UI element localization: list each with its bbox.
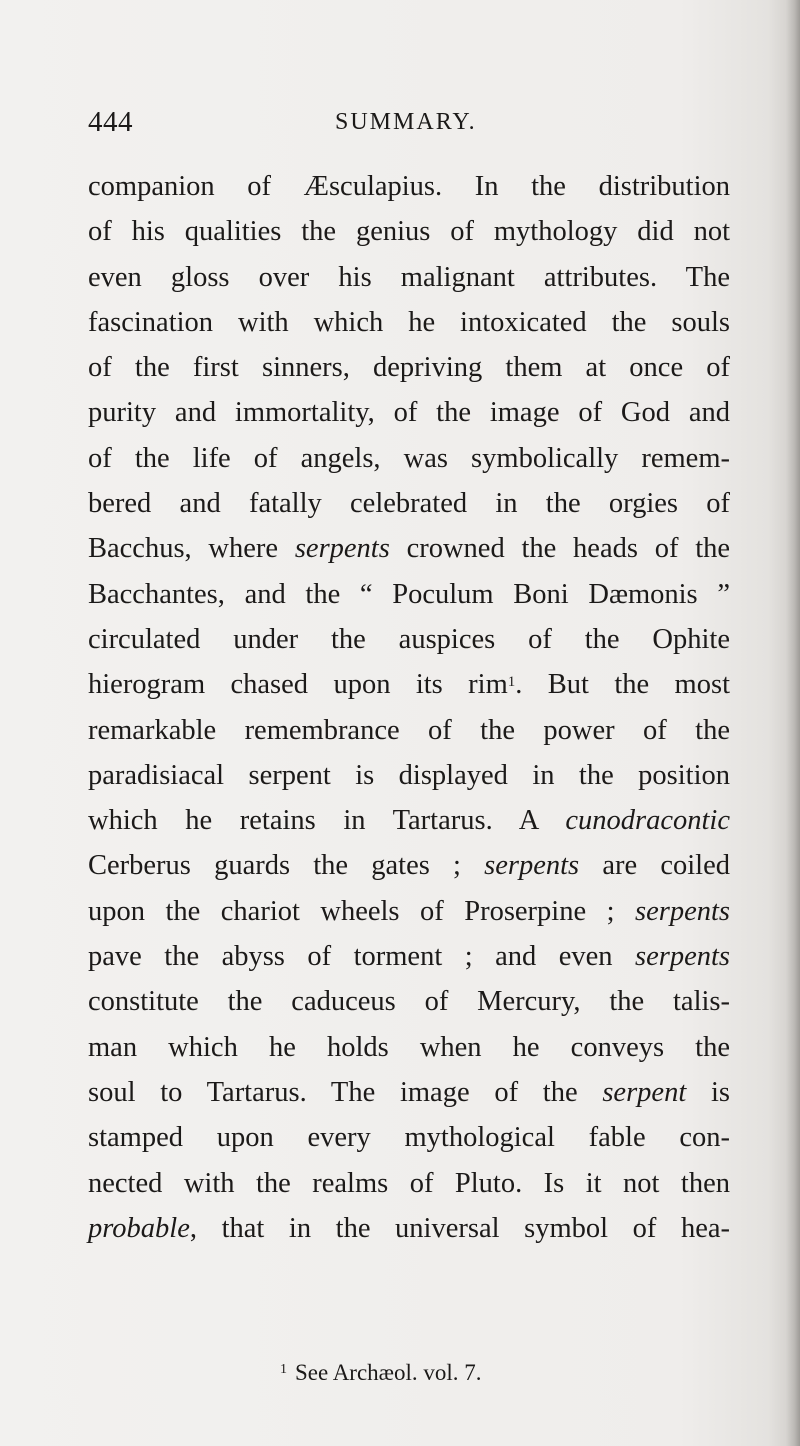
text-line: circulated under the auspices of the Ophite	[88, 623, 730, 655]
body-text	[88, 164, 730, 1251]
footnote-marker: 1	[280, 1362, 287, 1377]
italic-word: probable	[88, 1212, 190, 1244]
page-edge-shadow	[786, 0, 800, 1446]
text-line	[88, 1206, 730, 1251]
text-line	[88, 662, 730, 707]
footnote	[280, 1360, 482, 1386]
text-line: even gloss over his malignant attributes. The	[88, 261, 730, 293]
text-line: constitute the caduceus of Mercury, the talis-	[88, 986, 730, 1018]
text-line	[88, 798, 730, 843]
italic-word: cunodracontic	[565, 805, 730, 837]
text-line: of his qualities the genius of mythology did not	[88, 216, 730, 248]
text-line: Bacchantes, and the “ Poculum Boni Dæmonis ”	[88, 578, 730, 610]
text-run: , that in the universal symbol of hea-	[189, 1212, 730, 1244]
text-run: are coiled	[579, 850, 730, 882]
text-run: . But the most	[515, 669, 730, 701]
text-line: remarkable remembrance of the power of the	[88, 714, 730, 746]
footnote-text: See Archæol. vol. 7.	[295, 1360, 482, 1385]
footnote-reference: 1	[507, 674, 516, 691]
italic-word: serpents	[635, 941, 730, 973]
text-run: hierogram chased upon its rim	[88, 669, 508, 701]
text-line	[88, 934, 730, 979]
text-line: paradisiacal serpent is displayed in the position	[88, 759, 730, 791]
text-run: Cerberus guards the gates ;	[88, 850, 485, 882]
italic-word: serpents	[294, 533, 390, 565]
text-run: upon the chariot wheels of Proserpine ;	[88, 895, 635, 927]
text-line	[88, 526, 730, 571]
text-line: nected with the realms of Pluto. Is it not then	[88, 1167, 730, 1199]
text-line: purity and immortality, of the image of God and	[88, 397, 730, 429]
text-line: stamped upon every mythological fable con-	[88, 1122, 730, 1154]
italic-word: serpents	[484, 850, 580, 882]
text-line	[88, 889, 730, 934]
text-run: soul to Tartarus. The image of the	[88, 1076, 603, 1108]
italic-word: serpents	[635, 895, 730, 927]
text-line: fascination with which he intoxicated the souls	[88, 306, 730, 338]
text-run: pave the abyss of torment ; and even	[88, 941, 635, 973]
text-line: of the first sinners, depriving them at once of	[88, 352, 730, 384]
text-run: crowned the heads of the	[389, 533, 731, 565]
text-line: bered and fatally celebrated in the orgies of	[88, 488, 730, 520]
text-run: is	[686, 1076, 730, 1108]
text-line	[88, 843, 730, 888]
text-line: companion of Æsculapius. In the distribution	[88, 171, 730, 202]
text-line	[88, 1070, 730, 1115]
page-header	[0, 106, 800, 146]
italic-word: serpent	[602, 1076, 687, 1108]
running-head: SUMMARY.	[335, 109, 477, 135]
text-run: Bacchus, where	[88, 533, 295, 565]
text-line: of the life of angels, was symbolically remem-	[88, 442, 730, 474]
page-number: 444	[88, 106, 133, 138]
text-line: man which he holds when he conveys the	[88, 1031, 730, 1063]
text-run: which he retains in Tartarus. A	[88, 805, 566, 837]
